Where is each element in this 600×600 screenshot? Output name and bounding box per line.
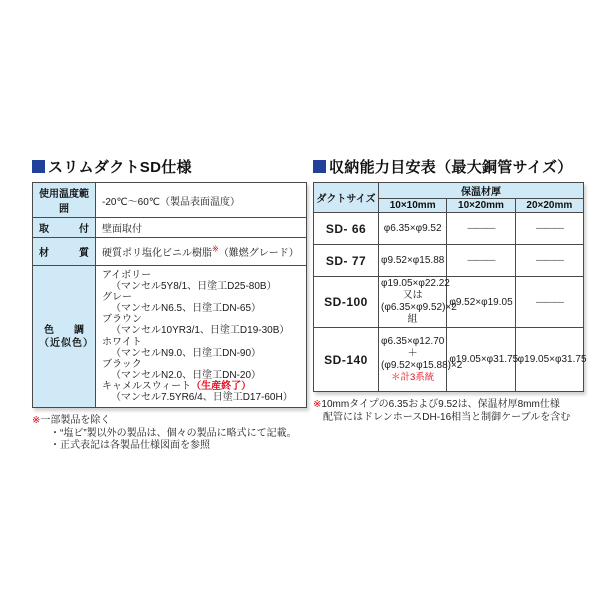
table-header-row [314,183,584,199]
spec-value-temperature: -20℃～60℃（製品表面温度） [96,183,307,218]
spec-value-mounting: 壁面取付 [96,218,307,238]
table-row [33,238,307,266]
capacity-title-text: 収納能力目安表（最大銅管サイズ） [329,158,573,176]
table-row [33,183,307,218]
spec-value-colors [96,266,307,408]
capacity-section-title [313,156,584,176]
spec-title-text: スリムダクトSD仕様 [48,158,192,176]
note-line: 配管にはドレンホースDH-16相当と制御ケーブルを含む [323,411,571,423]
note-line: ※ 10mmタイプの6.35および9.52は、保温材厚8mm仕様 [313,399,560,410]
duct-size-cell: SD- 66 [314,213,379,245]
footnote-mark: ※ [32,415,41,427]
color-detail: （マンセル7.5YR6/4、日塗工D17-60H） [111,392,293,404]
duct-size-cell: SD- 77 [314,245,379,277]
title-square-icon [313,160,326,173]
empty-cell: ——— [447,245,515,277]
color-name: キャメルスウィート（生産終了） [102,380,252,392]
spec-label-color: 色 調 （近似色） [33,266,96,408]
pipe-size-cell: φ9.52×φ19.05 [447,277,515,328]
empty-cell: ——— [447,213,515,245]
capacity-section [313,156,587,424]
table-row [314,245,584,277]
capacity-table [313,182,587,392]
color-detail: （マンセル5Y8/1、日塗工D25-80B） [111,281,277,293]
table-row [33,218,307,238]
discontinued-flag: （生産終了） [191,380,252,392]
color-name: ブラウン [102,314,142,326]
note-line: ・正式表記は各製品仕様図面を参照 [50,440,210,452]
spec-table [32,182,307,408]
spec-value-material: 硬質ポリ塩化ビニル樹脂※（難燃グレード） [96,238,307,266]
color-name: ブラック [102,358,142,370]
pipe-size-cell: φ19.05×φ22.22又は (φ6.35×φ9.52)×2組 [379,277,447,328]
systems-count-note: ＊計3系統 [391,371,435,383]
table-row [33,266,307,408]
empty-cell: ——— [515,213,583,245]
note-line: ・“塩ビ”製以外の製品は、個々の製品に略式にて記載。 [50,427,297,439]
spec-label-mounting: 取 付 [33,218,96,238]
footnote-mark: ※ [212,244,219,254]
spec-notes [32,415,307,453]
spec-label-material: 材 質 [33,238,96,266]
table-row [314,328,584,392]
color-detail: （マンセルN2.0、日塗工DN-20） [111,369,262,381]
pipe-size-cell: φ19.05×φ31.75 [515,328,583,392]
color-detail: （マンセルN6.5、日塗工DN-65） [111,303,262,315]
table-row [314,213,584,245]
duct-size-cell: SD-100 [314,277,379,328]
footnote-mark: ※ [313,399,322,410]
pipe-size-cell: φ6.35×φ12.70 ＋ (φ9.52×φ15.88)×2 ＊計3系統 [379,328,447,392]
capacity-notes [313,399,584,424]
spec-section [32,156,307,453]
title-square-icon [32,160,45,173]
col-header-20x20: 20×20mm [515,199,583,213]
col-header-10x10: 10×10mm [379,199,447,213]
note-line: ※ 一部製品を除く [32,415,111,427]
color-detail: （マンセルN9.0、日塗工DN-90） [111,347,262,359]
duct-size-header: ダクトサイズ [314,183,379,213]
col-header-10x20: 10×20mm [447,199,515,213]
spec-label-temperature: 使用温度範囲 [33,183,96,218]
insulation-group-header: 保温材厚 [379,183,584,199]
empty-cell: ——— [515,277,583,328]
color-name: アイボリー [102,270,152,281]
color-name: グレー [102,292,132,304]
spec-section-title [32,156,307,176]
color-name: ホワイト [102,336,142,348]
pipe-size-cell: φ19.05×φ31.75 [447,328,515,392]
table-row [314,277,584,328]
pipe-size-cell: φ6.35×φ9.52 [379,213,447,245]
duct-size-cell: SD-140 [314,328,379,392]
empty-cell: ——— [515,245,583,277]
color-detail: （マンセル10YR3/1、日塗工D19-30B） [111,325,290,337]
pipe-size-cell: φ9.52×φ15.88 [379,245,447,277]
